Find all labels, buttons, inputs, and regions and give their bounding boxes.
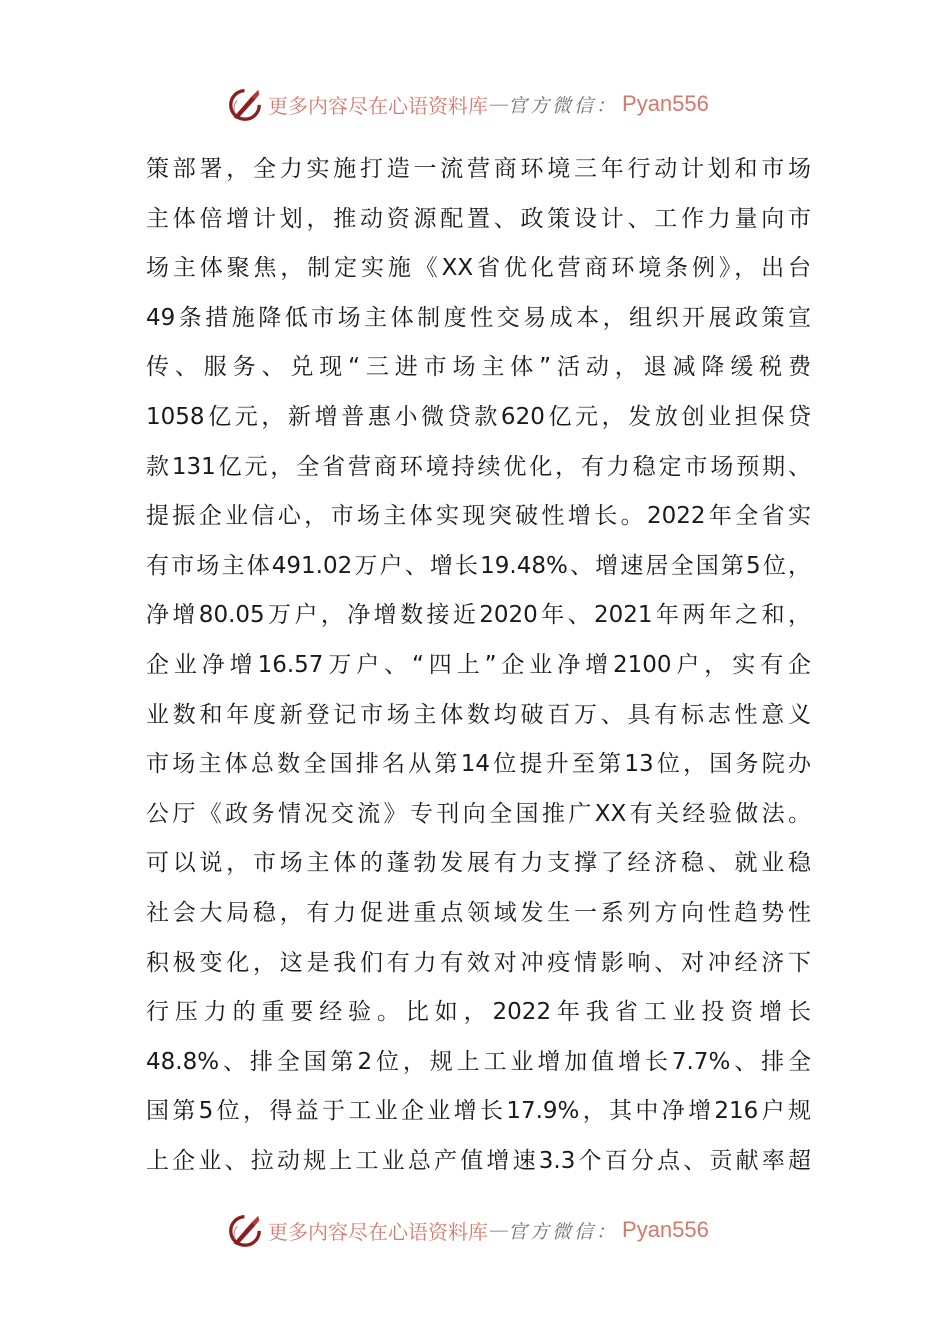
quill-pen-logo-icon: [226, 85, 264, 123]
body-line: 49条措施降低市场主体制度性交易成本，组织开展政策宣: [146, 304, 811, 331]
body-line: 积极变化，这是我们有力有效对冲疫情影响、对冲经济下: [146, 949, 811, 976]
body-line: 传、服务、兑现“三进市场主体”活动，退减降缓税费: [146, 354, 811, 381]
body-line: 国第5位，得益于工业企业增长17.9%，其中净增216户规: [146, 1098, 811, 1125]
body-line: 提振企业信心，市场主体实现突破性增长。2022年全省实: [146, 503, 811, 530]
wechat-label: 官方微信：: [508, 1220, 619, 1243]
quill-pen-logo-icon: [226, 1211, 264, 1249]
body-line: 市场主体总数全国排名从第14位提升至第13位，国务院办: [146, 751, 811, 778]
body-line: 社会大局稳，有力促进重点领域发生一系列方向性趋势性: [146, 899, 811, 926]
footer-banner: [226, 1208, 709, 1252]
body-line: 业数和年度新登记市场主体数均破百万、具有标志性意义: [146, 701, 811, 728]
body-line: 主体倍增计划，推动资源配置、政策设计、工作力量向市: [146, 205, 811, 232]
header-banner: [226, 82, 709, 126]
body-line: 净增80.05万户，净增数接近2020年、2021年两年之和，: [146, 602, 811, 629]
wechat-id: Pyan556: [622, 1217, 709, 1242]
body-line: 上企业、拉动规上工业总产值增速3.3个百分点、贡献率超: [146, 1147, 811, 1174]
dash-separator: —: [489, 1218, 507, 1242]
dash-separator: —: [489, 92, 507, 116]
body-line: 可以说，市场主体的蓬勃发展有力支撑了经济稳、就业稳: [146, 850, 811, 877]
brand-text: 更多内容尽在心语资料库: [268, 1219, 488, 1244]
body-line: 公厅《政务情况交流》专刊向全国推广XX有关经验做法。: [146, 800, 811, 827]
body-line: 场主体聚焦，制定实施《XX省优化营商环境条例》，出台: [146, 255, 811, 282]
wechat-id: Pyan556: [622, 91, 709, 116]
body-line: 款131亿元，全省营商环境持续优化，有力稳定市场预期、: [146, 453, 811, 480]
wechat-label: 官方微信：: [508, 94, 619, 117]
body-line: 1058亿元，新增普惠小微贷款620亿元，发放创业担保贷: [146, 403, 811, 430]
body-line: 策部署，全力实施打造一流营商环境三年行动计划和市场: [146, 156, 811, 182]
body-line: 有市场主体491.02万户、增长19.48%、增速居全国第5位，: [146, 552, 811, 579]
body-line: 48.8%、排全国第2位，规上工业增加值增长7.7%、排全: [146, 1048, 811, 1075]
brand-text: 更多内容尽在心语资料库: [268, 93, 488, 118]
body-line: 企业净增16.57万户、“四上”企业净增2100户，实有企: [146, 651, 811, 678]
body-line: 行压力的重要经验。比如，2022年我省工业投资增长: [146, 999, 811, 1026]
document-body: [146, 145, 811, 1186]
